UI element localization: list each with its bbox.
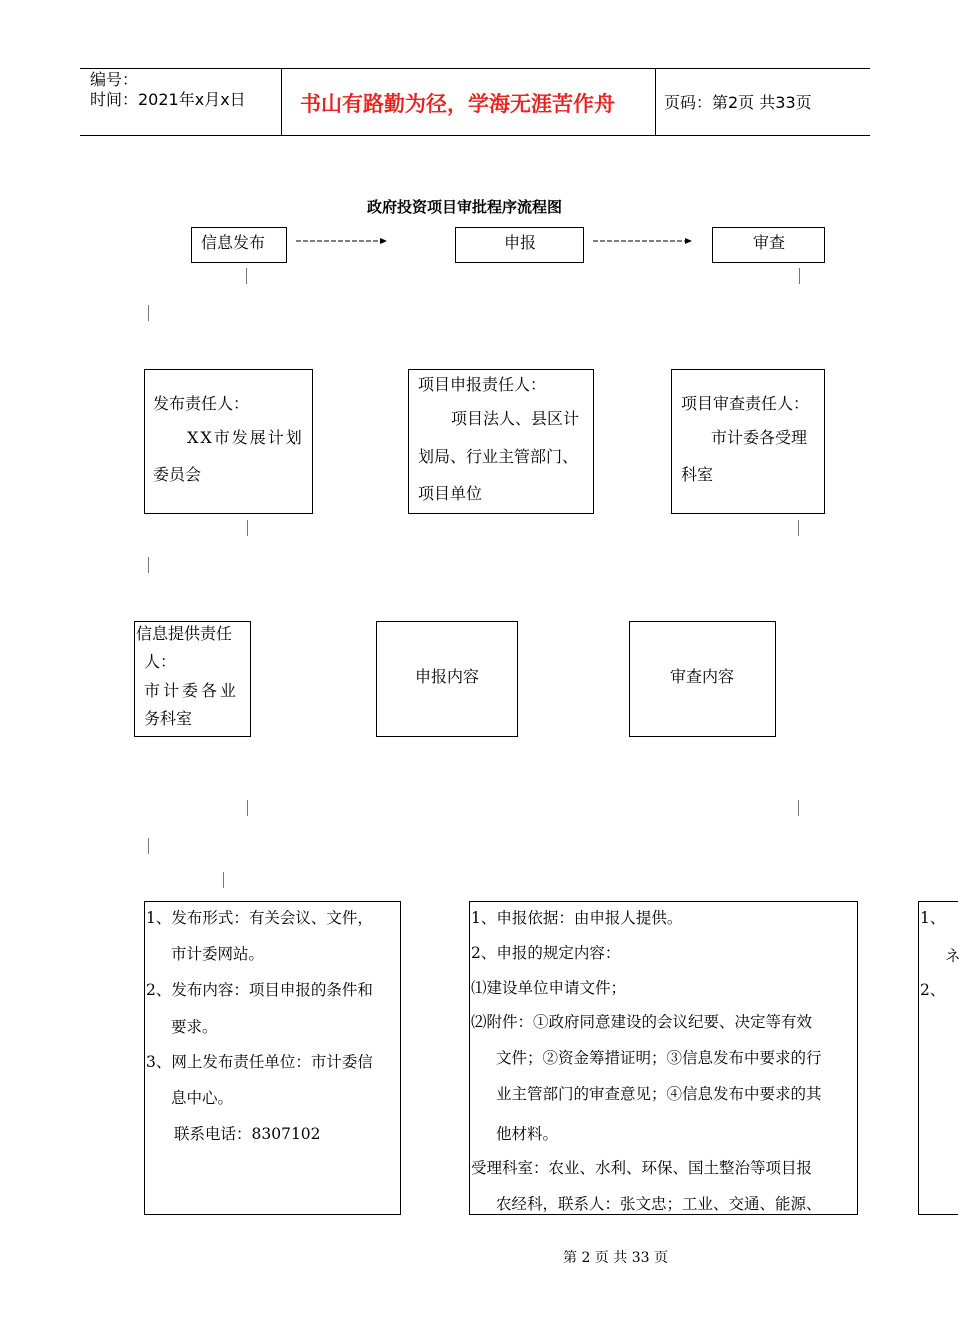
responsible-apply-line: 项目申报责任人： — [418, 375, 547, 394]
info-provider-line: 务科室 — [144, 709, 193, 728]
document-number: 编号： — [90, 70, 139, 89]
header-top-rule — [80, 68, 870, 69]
review-content-box — [629, 621, 776, 737]
info-provider-line: 人： — [144, 652, 177, 671]
apply-content-box — [376, 621, 518, 737]
connector-tick — [246, 268, 247, 284]
stage-review-box — [712, 227, 825, 263]
details-apply-line: 2、申报的规定内容： — [471, 944, 621, 962]
details-apply-box — [469, 901, 858, 1215]
connector-tick — [799, 268, 800, 284]
stage-review-label: 审查 — [753, 233, 786, 252]
details-publish-line: 2、发布内容：项目申报的条件和 — [146, 981, 373, 999]
details-publish-box — [144, 901, 401, 1215]
responsible-publish-line: 发布责任人： — [153, 394, 250, 413]
responsible-review-line: 市计委各受理 — [711, 428, 808, 447]
connector-tick — [148, 838, 149, 854]
details-publish-line: 1、发布形式：有关会议、文件， — [146, 909, 373, 927]
connector-tick — [223, 872, 224, 888]
info-provider-line: 信息提供责任 — [136, 624, 233, 643]
document-time: 时间：2021年x月x日 — [90, 90, 246, 109]
connector-tick — [798, 800, 799, 816]
header-bottom-rule — [80, 135, 870, 136]
connector-tick — [798, 520, 799, 536]
details-review-fragment: ネ — [945, 947, 961, 965]
info-provider-line: 市计委各业 — [144, 681, 240, 700]
page-indicator: 页码：第2页 共33页 — [664, 93, 812, 112]
header-divider — [655, 68, 656, 135]
stage-publish-box — [191, 227, 287, 263]
arrow-publish-to-apply — [296, 235, 388, 247]
stage-apply-box — [455, 227, 584, 263]
responsible-apply-line: 划局、行业主管部门、 — [418, 447, 579, 466]
page-footer: 第 2 页 共 33 页 — [563, 1250, 668, 1266]
details-review-line: 1、 — [920, 909, 946, 927]
responsible-review-line: 科室 — [681, 465, 714, 484]
details-apply-line: 业主管部门的审查意见；④信息发布中要求的其 — [496, 1085, 822, 1103]
details-review-line: 2、 — [920, 981, 946, 999]
connector-tick — [148, 557, 149, 573]
page-title: 政府投资项目审批程序流程图 — [367, 198, 563, 216]
details-apply-line: 他材料。 — [496, 1125, 559, 1143]
arrow-apply-to-review — [593, 235, 693, 247]
connector-tick — [247, 800, 248, 816]
apply-content-label: 申报内容 — [415, 667, 480, 686]
details-apply-line: 受理科室：农业、水利、环保、国土整治等项目报 — [471, 1159, 813, 1177]
responsible-review-box — [671, 369, 825, 514]
details-apply-line: 文件；②资金筹措证明；③信息发布中要求的行 — [496, 1049, 822, 1067]
details-publish-line: 市计委网站。 — [171, 945, 265, 963]
stage-publish-label: 信息发布 — [201, 233, 266, 252]
header-divider — [281, 68, 282, 135]
responsible-review-line: 项目审查责任人： — [681, 394, 810, 413]
details-apply-line: ⑴建设单位申请文件； — [471, 979, 627, 997]
responsible-publish-box — [144, 369, 313, 514]
details-apply-line: 农经科，联系人：张文忠；工业、交通、能源、 — [496, 1195, 822, 1213]
responsible-apply-box — [408, 369, 594, 514]
responsible-publish-line: 委员会 — [153, 465, 202, 484]
details-publish-line: 息中心。 — [171, 1089, 234, 1107]
review-content-label: 审查内容 — [670, 667, 735, 686]
responsible-apply-line: 项目法人、县区计 — [451, 409, 580, 428]
responsible-publish-line: XX市发展计划 — [187, 428, 304, 447]
details-apply-line: 1、申报依据：由申报人提供。 — [471, 909, 683, 927]
details-review-box — [918, 901, 961, 1215]
connector-tick — [247, 520, 248, 536]
responsible-apply-line: 项目单位 — [418, 484, 483, 503]
details-publish-line: 联系电话：8307102 — [174, 1125, 321, 1143]
details-publish-line: 要求。 — [171, 1018, 218, 1036]
details-apply-line: ⑵附件：①政府同意建设的会议纪要、决定等有效 — [471, 1013, 813, 1031]
details-publish-line: 3、网上发布责任单位：市计委信 — [146, 1053, 373, 1071]
stage-apply-label: 申报 — [504, 233, 537, 252]
info-provider-box — [134, 621, 251, 737]
motto: 书山有路勤为径，学海无涯苦作舟 — [300, 92, 615, 116]
connector-tick — [148, 305, 149, 321]
